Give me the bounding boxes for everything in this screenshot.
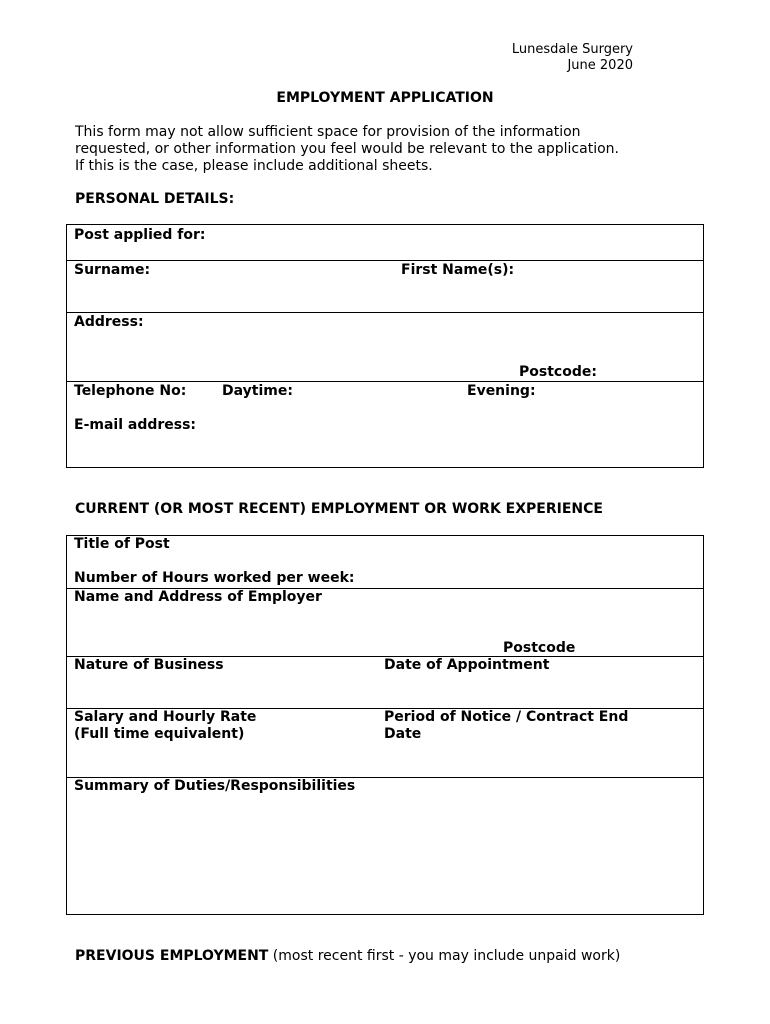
salary-label-line: Salary and Hourly Rate xyxy=(74,709,257,725)
intro-paragraph xyxy=(75,124,715,175)
contact-row[interactable] xyxy=(67,381,703,468)
date-of-appointment-label: Date of Appointment xyxy=(384,657,550,673)
first-names-label: First Name(s): xyxy=(401,262,515,278)
email-label: E-mail address: xyxy=(74,417,197,433)
intro-line: If this is the case, please include additional sheets. xyxy=(75,158,433,174)
notice-label-line: Period of Notice / Contract End xyxy=(384,709,629,725)
address-row[interactable] xyxy=(67,312,703,381)
notice-period-label xyxy=(384,709,628,743)
post-applied-label: Post applied for: xyxy=(74,227,206,243)
personal-details-heading: PERSONAL DETAILS: xyxy=(75,191,235,207)
summary-label: Summary of Duties/Responsibilities xyxy=(74,778,356,794)
personal-details-table xyxy=(66,224,704,468)
salary-label xyxy=(74,709,256,743)
employer-row[interactable] xyxy=(67,588,703,657)
previous-employment-heading xyxy=(75,948,620,964)
current-employment-table xyxy=(66,535,704,915)
employer-postcode-label: Postcode xyxy=(503,640,576,656)
document-header xyxy=(512,42,633,74)
page-title: EMPLOYMENT APPLICATION xyxy=(276,90,494,106)
name-row[interactable] xyxy=(67,260,703,312)
post-row[interactable] xyxy=(67,536,703,588)
address-label: Address: xyxy=(74,314,144,330)
daytime-label: Daytime: xyxy=(222,383,293,399)
evening-label: Evening: xyxy=(467,383,536,399)
postcode-label: Postcode: xyxy=(519,364,597,380)
current-employment-heading: CURRENT (OR MOST RECENT) EMPLOYMENT OR WORK EXPERIENCE xyxy=(75,501,603,517)
document-date: June 2020 xyxy=(567,58,633,73)
surname-label: Surname: xyxy=(74,262,151,278)
telephone-label: Telephone No: xyxy=(74,383,187,399)
intro-line: This form may not allow sufficient space for provision of the information xyxy=(75,124,581,140)
summary-row[interactable] xyxy=(67,777,703,915)
notice-label-line: Date xyxy=(384,726,422,742)
nature-of-business-label: Nature of Business xyxy=(74,657,224,673)
employer-label: Name and Address of Employer xyxy=(74,589,322,605)
post-applied-row[interactable] xyxy=(67,225,703,260)
salary-row[interactable] xyxy=(67,708,703,778)
intro-line: requested, or other information you feel would be relevant to the application. xyxy=(75,141,619,157)
business-row[interactable] xyxy=(67,656,703,709)
hours-label: Number of Hours worked per week: xyxy=(74,570,355,586)
title-of-post-label: Title of Post xyxy=(74,536,170,552)
previous-employment-title: PREVIOUS EMPLOYMENT xyxy=(75,948,269,964)
salary-label-line: (Full time equivalent) xyxy=(74,726,245,742)
previous-employment-note: (most recent first - you may include unpaid work) xyxy=(268,948,621,964)
practice-name: Lunesdale Surgery xyxy=(511,42,633,57)
